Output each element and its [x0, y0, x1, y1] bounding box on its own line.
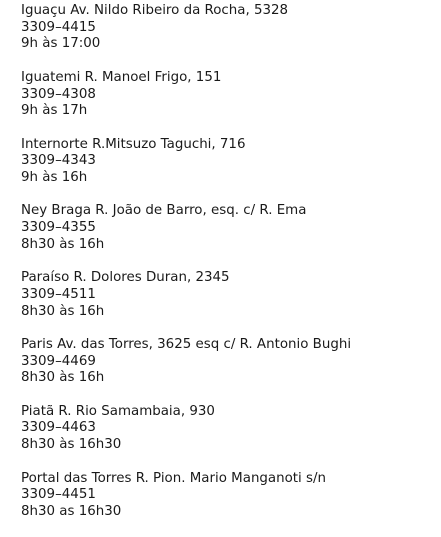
location-phone: 3309–4308: [21, 86, 96, 102]
list-item: [21, 3, 351, 53]
location-phone: 3309–4355: [21, 220, 96, 236]
list-item: [21, 137, 351, 187]
list-item: [21, 471, 351, 521]
location-phone: 3309–4469: [21, 353, 96, 369]
location-hours: 9h às 17:00: [21, 36, 101, 52]
location-hours: 8h30 às 16h30: [21, 437, 122, 453]
location-hours: 8h30 às 16h: [21, 303, 105, 319]
location-name-address: Piatã R. Rio Samambaia, 930: [21, 403, 215, 419]
location-hours: 9h às 16h: [21, 170, 88, 185]
location-list: [21, 3, 351, 537]
location-name-address: Internorte R.Mitsuzo Taguchi, 716: [21, 136, 246, 152]
location-phone: 3309–4415: [21, 19, 96, 35]
location-name-address: Paraíso R. Dolores Duran, 2345: [21, 270, 230, 286]
location-hours: 8h30 às 16h: [21, 370, 105, 386]
location-name-address: Iguaçu Av. Nildo Ribeiro da Rocha, 5328: [21, 3, 289, 18]
location-phone: 3309–4343: [21, 153, 96, 169]
location-phone: 3309–4451: [21, 487, 96, 503]
location-phone: 3309–4511: [21, 286, 96, 302]
list-item: [21, 203, 351, 253]
location-hours: 9h às 17h: [21, 103, 88, 119]
location-hours: 8h30 às 16h: [21, 236, 105, 252]
location-name-address: Ney Braga R. João de Barro, esq. c/ R. Ema: [21, 203, 307, 219]
location-name-address: Iguatemi R. Manoel Frigo, 151: [21, 69, 222, 85]
location-name-address: Paris Av. das Torres, 3625 esq c/ R. Antonio Bughi: [21, 336, 352, 352]
location-hours: 8h30 as 16h30: [21, 503, 122, 519]
list-item: [21, 270, 351, 320]
location-phone: 3309–4463: [21, 420, 96, 436]
list-item: [21, 70, 351, 120]
list-item: [21, 337, 351, 387]
location-name-address: Portal das Torres R. Pion. Mario Manganoti s/n: [21, 470, 327, 486]
list-item: [21, 404, 351, 454]
